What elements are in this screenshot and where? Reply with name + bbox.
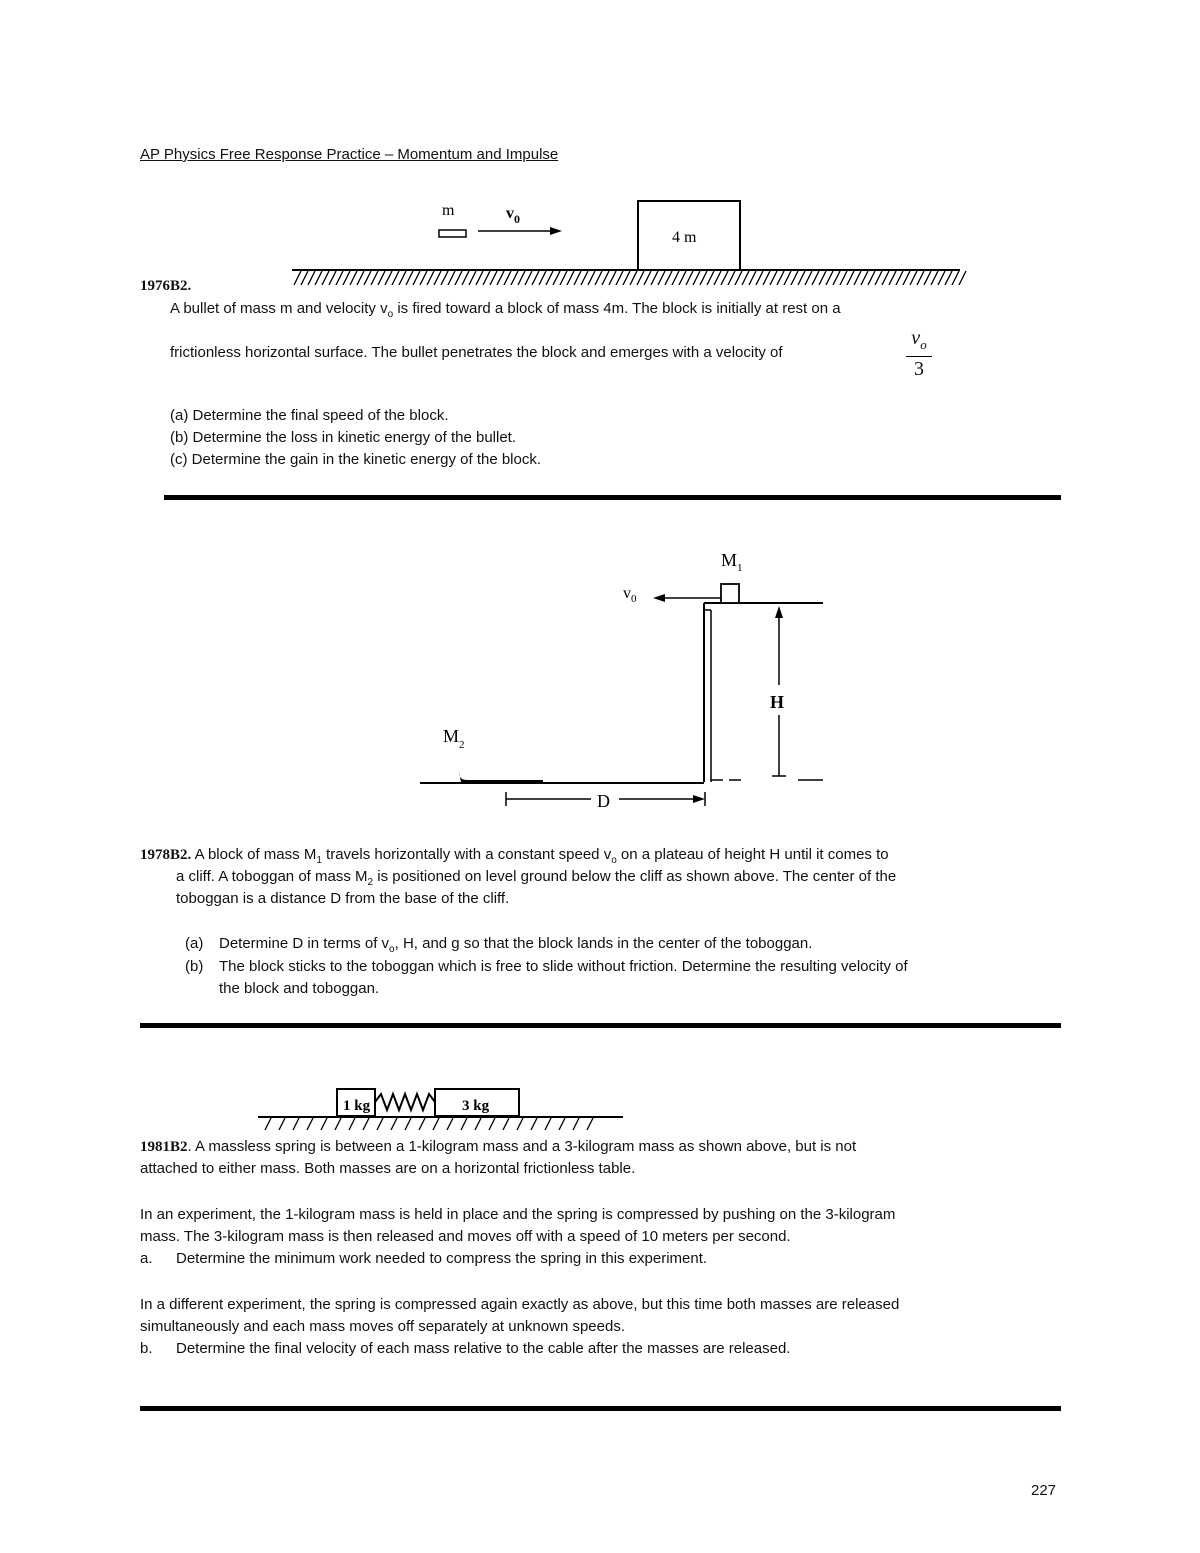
hatch-mark xyxy=(531,1118,537,1130)
hatch-mark xyxy=(805,271,812,285)
hatch-mark xyxy=(476,271,483,285)
hatch-mark xyxy=(959,271,966,285)
hatch-mark xyxy=(308,271,315,285)
bullet-shape xyxy=(439,230,466,237)
hatch-mark xyxy=(504,271,511,285)
problem-1976-part-c: (c) Determine the gain in the kinetic energy of the block. xyxy=(170,451,542,468)
hatch-mark xyxy=(693,271,700,285)
problem-1981-line6: simultaneously and each mass moves off separately at unknown speeds. xyxy=(140,1318,625,1335)
hatch-mark xyxy=(756,271,763,285)
hatch-mark xyxy=(847,271,854,285)
hatch-mark xyxy=(405,1118,411,1130)
problem-1976-line2: frictionless horizontal surface. The bullet penetrates the block and emerges with a velocity of xyxy=(170,344,783,361)
hatch-mark xyxy=(573,1118,579,1130)
hatch-mark xyxy=(349,1118,355,1130)
hatch-mark xyxy=(602,271,609,285)
hatch-mark xyxy=(427,271,434,285)
hatch-mark xyxy=(377,1118,383,1130)
problem-1978-part-b-line1: The block sticks to the toboggan which is free to slide without friction. Determine the resulting velocity of xyxy=(219,958,908,975)
hatch-mark xyxy=(335,1118,341,1130)
hatch-mark xyxy=(419,1118,425,1130)
hatch-mark xyxy=(840,271,847,285)
hatch-mark xyxy=(279,1118,285,1130)
hatch-mark xyxy=(658,271,665,285)
hatch-mark xyxy=(406,271,413,285)
hatch-mark xyxy=(777,271,784,285)
hatch-mark xyxy=(595,271,602,285)
m2-label: $M_2$ xyxy=(443,726,465,751)
hatch-mark xyxy=(882,271,889,285)
hatch-mark xyxy=(798,271,805,285)
hatch-mark xyxy=(371,271,378,285)
cliff-toboggan-diagram xyxy=(415,540,835,820)
hatch-mark xyxy=(517,1118,523,1130)
hatch-mark xyxy=(924,271,931,285)
problem-1978-part-a-label: (a) xyxy=(185,935,204,952)
hatch-mark xyxy=(497,271,504,285)
hatch-mark xyxy=(503,1118,509,1130)
hatch-mark xyxy=(672,271,679,285)
hatch-mark xyxy=(749,271,756,285)
hatch-mark xyxy=(315,271,322,285)
block-mass-label: 4 m xyxy=(672,229,697,246)
mass-1kg-label: 1 kg xyxy=(343,1098,371,1114)
problem-1981-line5: In a different experiment, the spring is compressed again exactly as above, but this time both masses are released xyxy=(140,1296,900,1313)
hatch-mark xyxy=(455,271,462,285)
hatch-mark xyxy=(343,271,350,285)
hatch-mark xyxy=(539,271,546,285)
hatch-mark xyxy=(441,271,448,285)
hatch-mark xyxy=(609,271,616,285)
hatch-mark xyxy=(861,271,868,285)
v0-label: $v_0$ xyxy=(623,585,637,605)
hatch-mark xyxy=(329,271,336,285)
hatch-mark xyxy=(321,1118,327,1130)
hatch-mark xyxy=(651,271,658,285)
hatch-mark xyxy=(357,271,364,285)
bullet-block-diagram xyxy=(280,190,980,285)
hatch-mark xyxy=(363,1118,369,1130)
problem-1981-part-a-label: a. xyxy=(140,1250,153,1267)
hatch-mark xyxy=(945,271,952,285)
hatch-mark xyxy=(350,271,357,285)
hatch-mark xyxy=(469,271,476,285)
problem-1981-part-b-label: b. xyxy=(140,1340,153,1357)
m1-label: $M_1$ xyxy=(721,550,743,574)
hatch-mark xyxy=(546,271,553,285)
hatch-mark xyxy=(721,271,728,285)
velocity-arrowhead xyxy=(550,227,562,235)
problem-1976-part-b: (b) Determine the loss in kinetic energy of the bullet. xyxy=(170,429,517,446)
problem-1976-line1: A bullet of mass m and velocity $v_o$ is fired toward a block of mass 4m. The block is initially at rest on a xyxy=(170,300,841,320)
hatch-mark xyxy=(868,271,875,285)
hatch-mark xyxy=(854,271,861,285)
hatch-mark xyxy=(574,271,581,285)
problem-1978-line1: 1978B2. A block of mass $M_1$ travels horizontally with a constant speed $v_o$ on a plateau of height H until it comes to xyxy=(140,846,889,866)
hatch-mark xyxy=(567,271,574,285)
hatch-mark xyxy=(483,271,490,285)
hatch-mark xyxy=(616,271,623,285)
table-hatching xyxy=(265,1118,593,1130)
hatch-mark xyxy=(917,271,924,285)
problem-1978-line3: toboggan is a distance D from the base of the cliff. xyxy=(176,890,510,907)
hatch-mark xyxy=(665,271,672,285)
hatch-mark xyxy=(301,271,308,285)
hatch-mark xyxy=(903,271,910,285)
hatch-mark xyxy=(791,271,798,285)
hatch-mark xyxy=(826,271,833,285)
page-number: 227 xyxy=(1031,1482,1057,1499)
hatch-mark xyxy=(525,271,532,285)
problem-1976-part-a: (a) Determine the final speed of the block. xyxy=(170,407,449,424)
hatch-mark xyxy=(294,271,301,285)
hatch-mark xyxy=(462,271,469,285)
hatch-mark xyxy=(630,271,637,285)
hatch-mark xyxy=(385,271,392,285)
hatch-mark xyxy=(938,271,945,285)
hatch-mark xyxy=(910,271,917,285)
hatch-mark xyxy=(413,271,420,285)
hatch-mark xyxy=(952,271,959,285)
velocity-label: $v_0$ xyxy=(506,205,520,226)
hatch-mark xyxy=(587,1118,593,1130)
hatch-mark xyxy=(448,271,455,285)
problem-1976-id: 1976B2. xyxy=(140,278,192,294)
hatch-mark xyxy=(581,271,588,285)
hatch-mark xyxy=(293,1118,299,1130)
hatch-mark xyxy=(889,271,896,285)
hatch-mark xyxy=(434,271,441,285)
page-title: AP Physics Free Response Practice – Momentum and Impulse xyxy=(140,146,559,163)
hatch-mark xyxy=(392,271,399,285)
mass-3kg-label: 3 kg xyxy=(462,1098,490,1114)
hatch-mark xyxy=(307,1118,313,1130)
ground-hatching xyxy=(294,271,966,285)
hatch-mark xyxy=(763,271,770,285)
hatch-mark xyxy=(518,271,525,285)
hatch-mark xyxy=(707,271,714,285)
hatch-mark xyxy=(532,271,539,285)
hatch-mark xyxy=(686,271,693,285)
hatch-mark xyxy=(728,271,735,285)
hatch-mark xyxy=(433,1118,439,1130)
problem-1981-line3: In an experiment, the 1-kilogram mass is held in place and the spring is compressed by pushing on the 3-kilogram xyxy=(140,1206,896,1223)
v0-arrowhead xyxy=(653,594,665,602)
velocity-fraction: $v_o$ 3 xyxy=(904,327,934,381)
hatch-mark xyxy=(637,271,644,285)
problem-1978-line2: a cliff. A toboggan of mass $M_2$ is positioned on level ground below the cliff as shown above. The center of the xyxy=(176,868,897,888)
hatch-mark xyxy=(931,271,938,285)
hatch-mark xyxy=(588,271,595,285)
section-divider xyxy=(140,1406,1061,1411)
hatch-mark xyxy=(714,271,721,285)
hatch-mark xyxy=(489,1118,495,1130)
problem-1978-part-b-line2: the block and toboggan. xyxy=(219,980,380,997)
problem-1981-line4: mass. The 3-kilogram mass is then released and moves off with a speed of 10 meters per second. xyxy=(140,1228,791,1245)
hatch-mark xyxy=(265,1118,271,1130)
hatch-mark xyxy=(644,271,651,285)
hatch-mark xyxy=(560,271,567,285)
hatch-mark xyxy=(447,1118,453,1130)
hatch-mark xyxy=(559,1118,565,1130)
hatch-mark xyxy=(475,1118,481,1130)
hatch-mark xyxy=(364,271,371,285)
hatch-mark xyxy=(812,271,819,285)
section-divider xyxy=(140,1023,1061,1028)
hatch-mark xyxy=(623,271,630,285)
problem-1981-line1: 1981B2. A massless spring is between a 1-kilogram mass and a 3-kilogram mass as shown above, but is not xyxy=(140,1138,857,1155)
hatch-mark xyxy=(378,271,385,285)
problem-1978-part-b-label: (b) xyxy=(185,958,204,975)
hatch-mark xyxy=(391,1118,397,1130)
hatch-mark xyxy=(819,271,826,285)
section-divider xyxy=(164,495,1061,500)
height-label: H xyxy=(770,692,785,712)
hatch-mark xyxy=(336,271,343,285)
bullet-mass-label: m xyxy=(442,202,455,219)
hatch-mark xyxy=(511,271,518,285)
hatch-mark xyxy=(420,271,427,285)
hatch-mark xyxy=(833,271,840,285)
block-m1 xyxy=(721,584,739,603)
hatch-mark xyxy=(875,271,882,285)
hatch-mark xyxy=(784,271,791,285)
hatch-mark xyxy=(322,271,329,285)
hatch-mark xyxy=(700,271,707,285)
distance-label: D xyxy=(597,791,610,811)
hatch-mark xyxy=(553,271,560,285)
hatch-mark xyxy=(770,271,777,285)
problem-1981-part-a: Determine the minimum work needed to compress the spring in this experiment. xyxy=(176,1250,708,1267)
hatch-mark xyxy=(679,271,686,285)
hatch-mark xyxy=(490,271,497,285)
hatch-mark xyxy=(896,271,903,285)
problem-1981-part-b: Determine the final velocity of each mass relative to the cable after the masses are released. xyxy=(176,1340,791,1357)
hatch-mark xyxy=(742,271,749,285)
problem-1978-part-a: Determine D in terms of $v_o$, H, and g so that the block lands in the center of the toboggan. xyxy=(219,935,813,955)
hatch-mark xyxy=(735,271,742,285)
toboggan-m2 xyxy=(459,772,543,782)
spring-masses-diagram xyxy=(255,1080,635,1130)
spring xyxy=(375,1094,435,1110)
hatch-mark xyxy=(461,1118,467,1130)
hatch-mark xyxy=(545,1118,551,1130)
problem-1981-line2: attached to either mass. Both masses are on a horizontal frictionless table. xyxy=(140,1160,636,1177)
hatch-mark xyxy=(399,271,406,285)
